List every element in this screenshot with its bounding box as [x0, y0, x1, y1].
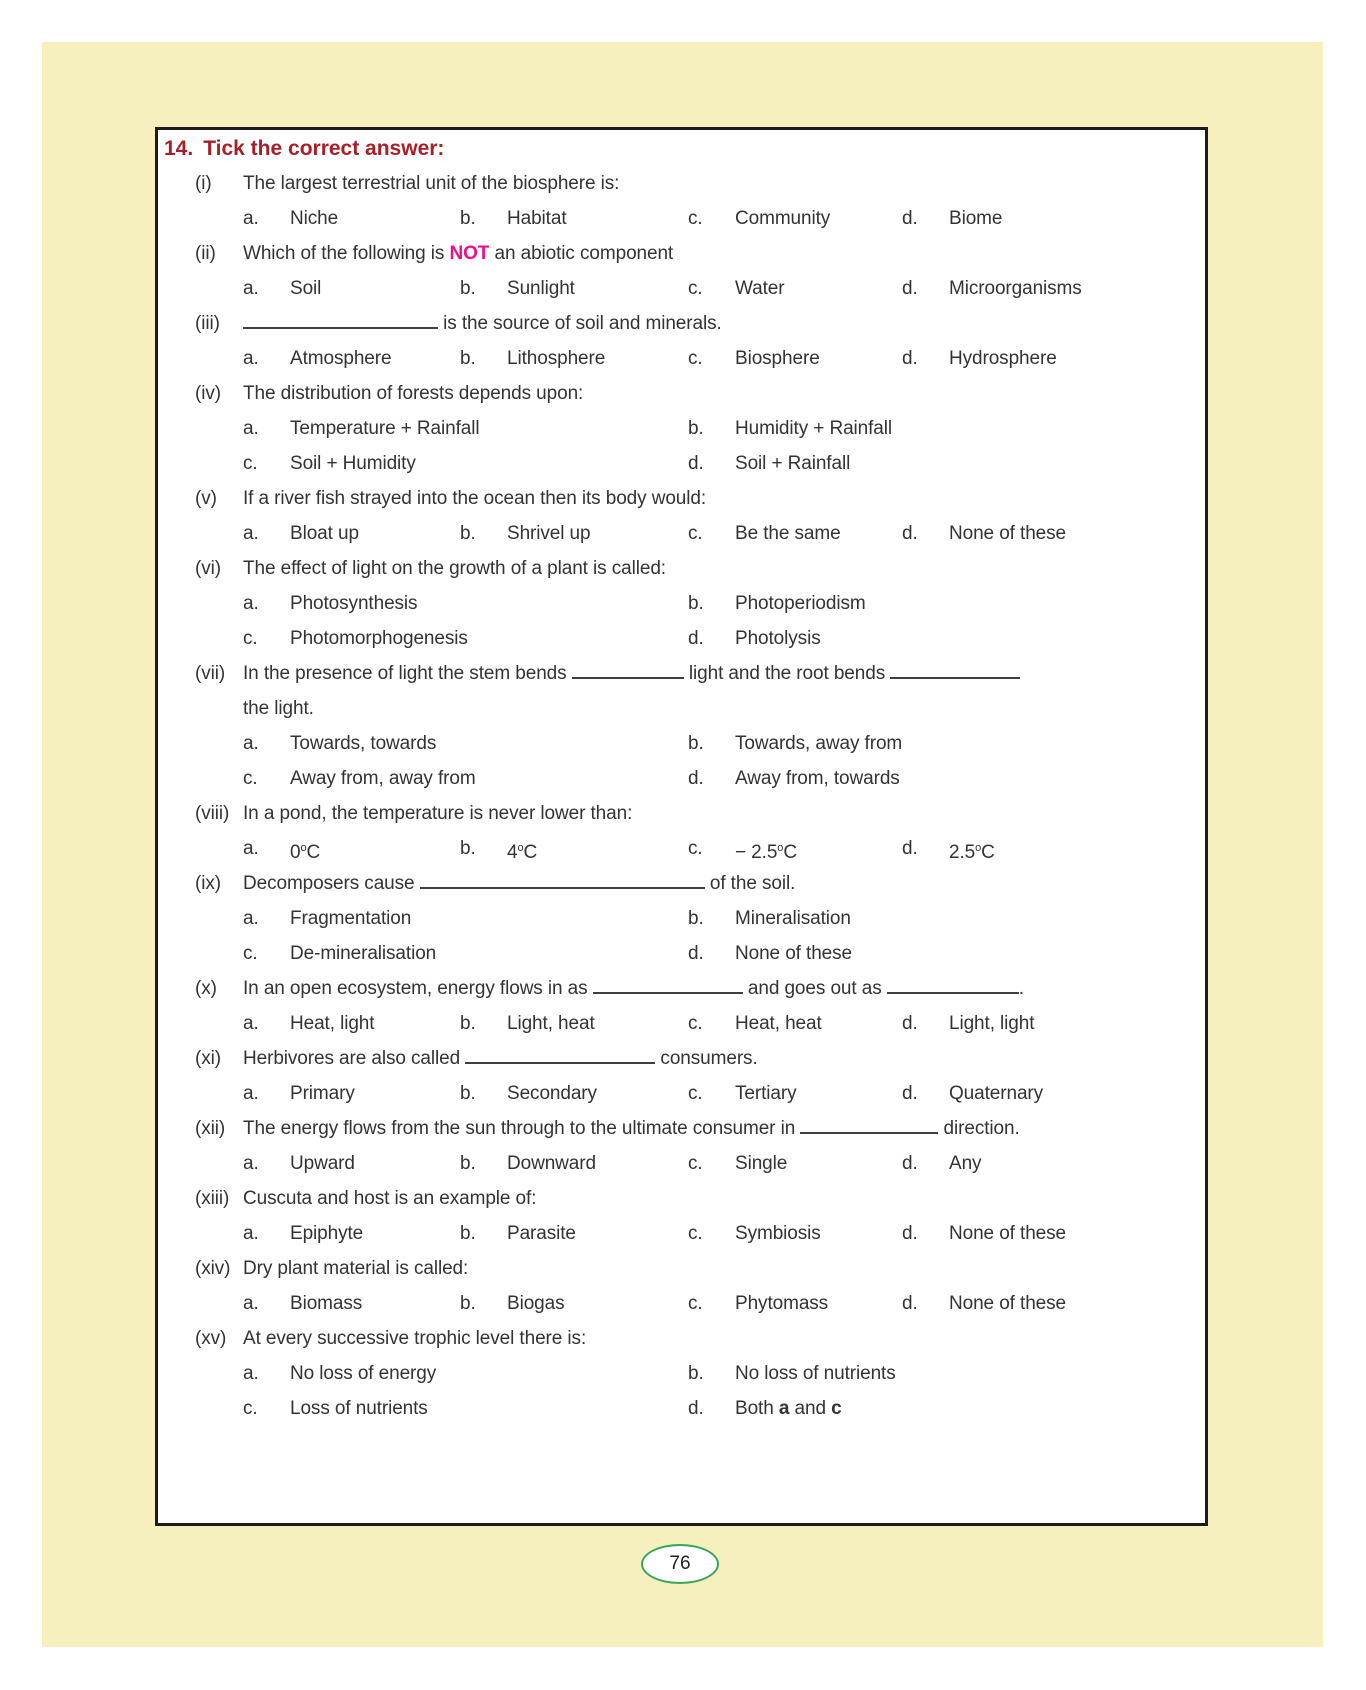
question-text: The energy flows from the sun through to the ultimate consumer in direction.: [243, 1118, 1020, 1139]
option-label: a.: [243, 1013, 259, 1034]
option-label: c.: [243, 943, 258, 964]
question-line: [195, 376, 1205, 411]
superscript-degree: o: [975, 842, 982, 854]
option-label: d.: [902, 1223, 918, 1244]
option: [460, 1286, 688, 1321]
question-block: [164, 1111, 1205, 1181]
question-line: [195, 166, 1205, 201]
option: [688, 446, 850, 481]
option-label: c.: [688, 1013, 703, 1034]
option-label: a.: [243, 208, 259, 229]
option-text: Symbiosis: [735, 1223, 821, 1244]
option-text: Biome: [949, 208, 1003, 229]
option-label: a.: [243, 278, 259, 299]
question-number: [195, 691, 243, 726]
question-text: is the source of soil and minerals.: [243, 306, 1205, 341]
option: [460, 1076, 688, 1111]
option-text: Heat, light: [290, 1013, 375, 1034]
option-row: [243, 1391, 1205, 1426]
question-number: (viii): [195, 803, 230, 824]
option-text: Primary: [290, 1083, 355, 1104]
option-text: Community: [735, 208, 831, 229]
option-text: Tertiary: [735, 1083, 797, 1104]
blank-line: [465, 1046, 655, 1064]
option-label: c.: [688, 1083, 703, 1104]
option: [902, 1216, 1066, 1251]
option-label: d.: [688, 768, 704, 789]
option-label: c.: [688, 1293, 703, 1314]
option: [243, 1146, 460, 1181]
question-text: Dry plant material is called:: [243, 1258, 469, 1279]
question-number: (xiii): [195, 1188, 230, 1209]
option: [243, 621, 688, 656]
question-number: (xv): [195, 1328, 227, 1349]
highlighted-text: NOT: [449, 243, 490, 264]
option-text: Biogas: [507, 1293, 565, 1314]
option: [688, 1216, 902, 1251]
question-line: [195, 1041, 1205, 1076]
option-text: Biomass: [290, 1293, 363, 1314]
option: [243, 201, 460, 236]
option-label: c.: [688, 1223, 703, 1244]
option-label: c.: [688, 348, 703, 369]
question-number: (iii): [195, 313, 220, 334]
option-label: c.: [688, 208, 703, 229]
question-line: [195, 551, 1205, 586]
option-label: a.: [243, 908, 259, 929]
option-text: Sunlight: [507, 278, 575, 299]
option-text: Upward: [290, 1153, 355, 1174]
option-label: b.: [460, 1013, 476, 1034]
option-text: Habitat: [507, 208, 567, 229]
question-number: (vi): [195, 558, 221, 579]
option: [688, 726, 902, 761]
option: [460, 1146, 688, 1181]
option: [243, 1356, 688, 1391]
bold-text: c: [831, 1398, 842, 1419]
question-number: (ii): [195, 243, 216, 264]
option: [460, 341, 688, 376]
option-text: Photolysis: [735, 628, 821, 649]
option-label: d.: [688, 943, 704, 964]
option-label: c.: [243, 453, 258, 474]
option: [688, 1146, 902, 1181]
question-number: (v): [195, 488, 217, 509]
blank-line: [420, 871, 705, 889]
option-text: 0$^o$C: [290, 842, 321, 863]
page-number: 76: [669, 1553, 691, 1574]
question-number: (vii): [195, 663, 226, 684]
option-text: Humidity + Rainfall: [735, 418, 893, 439]
option-text: Light, light: [949, 1013, 1035, 1034]
question-text: Cuscuta and host is an example of:: [243, 1188, 537, 1209]
question-block: [164, 166, 1205, 236]
option-text: Towards, away from: [735, 733, 903, 754]
option-text: − $2.5^oC$: [735, 842, 797, 863]
option-label: b.: [460, 1083, 476, 1104]
question-block: [164, 306, 1205, 376]
question-text: In an open ecosystem, energy flows in as and goes out as .: [243, 978, 1024, 999]
option-text: Light, heat: [507, 1013, 595, 1034]
option-text: Be the same: [735, 523, 841, 544]
question-block: [164, 656, 1205, 796]
option-text: Atmosphere: [290, 348, 392, 369]
bold-text: a: [778, 1398, 790, 1419]
option-row: [243, 831, 1205, 866]
question-block: [164, 1251, 1205, 1321]
heading-number: 14.: [164, 137, 194, 160]
option-label: b.: [460, 1223, 476, 1244]
question-number: (xii): [195, 1118, 226, 1139]
question-number: (i): [195, 173, 212, 194]
option-label: b.: [460, 208, 476, 229]
option-text: Temperature + Rainfall: [290, 418, 480, 439]
option: [688, 1076, 902, 1111]
option: [688, 831, 902, 866]
option-label: b.: [688, 1363, 704, 1384]
option-text: Lithosphere: [507, 348, 606, 369]
option-text: Soil + Rainfall: [735, 453, 851, 474]
option-label: d.: [902, 208, 918, 229]
option-text: Bloat up: [290, 523, 359, 544]
question-line: [195, 236, 1205, 271]
option-label: a.: [243, 838, 259, 859]
option: [902, 1286, 1066, 1321]
option-row: [243, 341, 1205, 376]
option-label: c.: [243, 768, 258, 789]
option-text: Shrivel up: [507, 523, 591, 544]
option-row: [243, 446, 1205, 481]
option-label: b.: [460, 523, 476, 544]
option: [902, 831, 995, 866]
superscript-degree: o: [517, 842, 524, 854]
option-row: [243, 271, 1205, 306]
option-row: [243, 516, 1205, 551]
option-text: Fragmentation: [290, 908, 412, 929]
question-block: [164, 236, 1205, 306]
option-label: a.: [243, 418, 259, 439]
option: [243, 411, 688, 446]
option-text: Biosphere: [735, 348, 820, 369]
option-label: d.: [902, 523, 918, 544]
option-label: a.: [243, 1153, 259, 1174]
option: [243, 341, 460, 376]
option: [902, 1146, 981, 1181]
option-label: d.: [902, 1013, 918, 1034]
question-line: [195, 1251, 1205, 1286]
option: [243, 761, 688, 796]
question-block: [164, 551, 1205, 656]
option: [243, 516, 460, 551]
option-row: [243, 1286, 1205, 1321]
question-block: [164, 376, 1205, 481]
option: [688, 201, 902, 236]
option-row: [243, 1146, 1205, 1181]
option-text: Epiphyte: [290, 1223, 364, 1244]
option: [460, 271, 688, 306]
option-text: Photomorphogenesis: [290, 628, 468, 649]
option-label: a.: [243, 1363, 259, 1384]
option-label: d.: [902, 278, 918, 299]
question-line: [195, 796, 1205, 831]
option-text: Water: [735, 278, 785, 299]
question-block: [164, 481, 1205, 551]
question-text: Which of the following is NOT an abiotic component: [243, 243, 674, 264]
option-row: [243, 1076, 1205, 1111]
option-label: d.: [902, 348, 918, 369]
option: [243, 1286, 460, 1321]
option-label: c.: [688, 838, 703, 859]
question-line: [195, 1181, 1205, 1216]
option-label: d.: [688, 453, 704, 474]
option: [688, 586, 866, 621]
option: [688, 621, 821, 656]
option: [243, 901, 688, 936]
option-text: Away from, towards: [735, 768, 900, 789]
option: [460, 516, 688, 551]
option: [688, 901, 851, 936]
option-text: Quaternary: [949, 1083, 1044, 1104]
heading-title: Tick the correct answer:: [203, 137, 445, 160]
option-text: Photosynthesis: [290, 593, 418, 614]
question-block: [164, 1041, 1205, 1111]
option-text: Parasite: [507, 1223, 576, 1244]
option: [243, 1076, 460, 1111]
option-text: None of these: [949, 523, 1067, 544]
option-row: [243, 1356, 1205, 1391]
blank-line: [800, 1116, 938, 1134]
option-text: De-mineralisation: [290, 943, 437, 964]
option: [243, 586, 688, 621]
option-row: [243, 586, 1205, 621]
option: [243, 936, 688, 971]
option-row: [243, 936, 1205, 971]
option-row: [243, 621, 1205, 656]
option-text: Photoperiodism: [735, 593, 866, 614]
question-line: [195, 1111, 1205, 1146]
option-text: Secondary: [507, 1083, 597, 1104]
question-text: At every successive trophic level there is:: [243, 1328, 587, 1349]
option: [243, 726, 688, 761]
option-label: c.: [688, 278, 703, 299]
option-label: d.: [902, 1293, 918, 1314]
option-text: Soil + Humidity: [290, 453, 416, 474]
option-text: Mineralisation: [735, 908, 851, 929]
option: [243, 831, 460, 866]
option: [688, 936, 852, 971]
option-label: d.: [688, 628, 704, 649]
option-label: a.: [243, 733, 259, 754]
option: [688, 411, 892, 446]
option-label: a.: [243, 593, 259, 614]
option-label: c.: [688, 523, 703, 544]
option-label: a.: [243, 1083, 259, 1104]
option-label: b.: [688, 418, 704, 439]
option-label: c.: [243, 1398, 258, 1419]
option-row: [243, 726, 1205, 761]
option-label: d.: [902, 1153, 918, 1174]
superscript-degree: o: [300, 842, 307, 854]
option-text: None of these: [735, 943, 853, 964]
option: [688, 341, 902, 376]
option: [243, 1391, 688, 1426]
option-text: Microorganisms: [949, 278, 1082, 299]
option-text: Any: [949, 1153, 982, 1174]
blank-line: [572, 661, 684, 679]
option-label: b.: [460, 1293, 476, 1314]
question-line: [195, 971, 1205, 1006]
option: [460, 1216, 688, 1251]
question-text: The largest terrestrial unit of the biosphere is:: [243, 173, 620, 194]
blank-line: [890, 661, 1020, 679]
option-text: Niche: [290, 208, 339, 229]
question-text: In the presence of light the stem bends light and the root bends: [243, 656, 1205, 691]
question-number: (iv): [195, 383, 221, 404]
option: [688, 1391, 842, 1426]
option: [688, 271, 902, 306]
option-text: 2.5$^o$C: [949, 842, 995, 863]
blank-line: [593, 976, 743, 994]
option-label: b.: [460, 348, 476, 369]
option: [460, 831, 688, 866]
option: [902, 1076, 1043, 1111]
option-label: b.: [460, 1153, 476, 1174]
option-text: None of these: [949, 1223, 1067, 1244]
question-block: [164, 866, 1205, 971]
option-label: d.: [902, 838, 918, 859]
option: [902, 516, 1066, 551]
question-text: Decomposers cause of the soil.: [243, 873, 796, 894]
option-text: Phytomass: [735, 1293, 829, 1314]
question-line: [195, 1321, 1205, 1356]
option-label: d.: [688, 1398, 704, 1419]
question-block: [164, 1321, 1205, 1426]
superscript-degree: o: [777, 842, 784, 854]
option: [902, 1006, 1034, 1041]
question-text: Herbivores are also called consumers.: [243, 1048, 758, 1069]
question-text: The distribution of forests depends upon:: [243, 383, 584, 404]
option-text: Soil: [290, 278, 322, 299]
option-row: [243, 901, 1205, 936]
blank-line: [243, 311, 438, 329]
option-text: Away from, away from: [290, 768, 476, 789]
option-text: None of these: [949, 1293, 1067, 1314]
page-number-badge: [641, 1544, 719, 1584]
option-label: c.: [243, 628, 258, 649]
option: [460, 1006, 688, 1041]
section-heading: [164, 131, 1205, 166]
question-number: (xiv): [195, 1258, 231, 1279]
option-label: d.: [902, 1083, 918, 1104]
option-label: a.: [243, 348, 259, 369]
option: [688, 1286, 902, 1321]
option: [688, 1356, 896, 1391]
blank-line: [887, 976, 1019, 994]
option: [243, 1216, 460, 1251]
option-text: Hydrosphere: [949, 348, 1057, 369]
option-label: b.: [688, 908, 704, 929]
option: [688, 516, 902, 551]
option-label: b.: [688, 733, 704, 754]
question-text: In a pond, the temperature is never lower than:: [243, 803, 633, 824]
question-text: If a river fish strayed into the ocean then its body would:: [243, 488, 707, 509]
question-line: [195, 691, 1205, 726]
option-text: 4$^o$C: [507, 842, 538, 863]
question-list: [164, 166, 1205, 1426]
question-line: [195, 656, 1205, 691]
option: [902, 271, 1082, 306]
option-text: No loss of energy: [290, 1363, 437, 1384]
question-line: [195, 866, 1205, 901]
option-label: c.: [688, 1153, 703, 1174]
option-text: Downward: [507, 1153, 596, 1174]
option-label: a.: [243, 523, 259, 544]
option: [902, 201, 1002, 236]
option-label: a.: [243, 1293, 259, 1314]
option-row: [243, 201, 1205, 236]
question-block: [164, 796, 1205, 866]
question-text: The effect of light on the growth of a plant is called:: [243, 558, 666, 579]
question-line: [195, 306, 1205, 341]
option-label: b.: [460, 278, 476, 299]
question-block: [164, 971, 1205, 1041]
question-line: [195, 481, 1205, 516]
quiz-box: [155, 127, 1208, 1526]
option-row: [243, 761, 1205, 796]
option-label: b.: [688, 593, 704, 614]
option-label: a.: [243, 1223, 259, 1244]
question-number: (x): [195, 978, 217, 999]
option: [688, 1006, 902, 1041]
option-text: No loss of nutrients: [735, 1363, 896, 1384]
option-text: Towards, towards: [290, 733, 437, 754]
option: [243, 446, 688, 481]
option: [243, 271, 460, 306]
option: [902, 341, 1057, 376]
option-row: [243, 1006, 1205, 1041]
question-text: the light.: [243, 698, 314, 719]
option: [460, 201, 688, 236]
question-block: [164, 1181, 1205, 1251]
option-row: [243, 411, 1205, 446]
question-number: (xi): [195, 1048, 221, 1069]
option-text: Heat, heat: [735, 1013, 822, 1034]
option-label: b.: [460, 838, 476, 859]
option-text: Loss of nutrients: [290, 1398, 428, 1419]
option: [688, 761, 900, 796]
question-number: (ix): [195, 873, 221, 894]
option-text: Both a and c: [735, 1398, 842, 1419]
option-text: Single: [735, 1153, 788, 1174]
option: [243, 1006, 460, 1041]
option-row: [243, 1216, 1205, 1251]
